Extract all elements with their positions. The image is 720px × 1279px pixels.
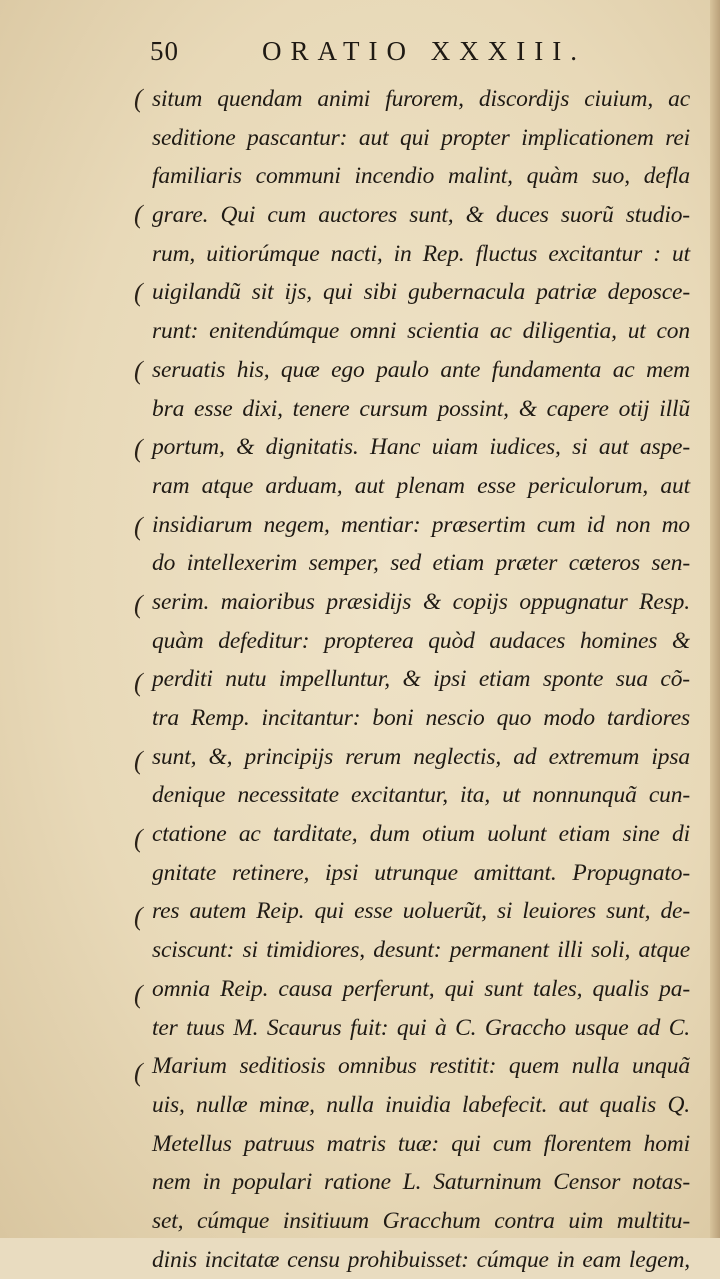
margin-mark: ( bbox=[134, 746, 143, 775]
text-line: serim. maioribus præsidijs & copijs oppugnatur Resp. bbox=[152, 588, 690, 615]
text-line: perditi nutu impelluntur, & ipsi etiam sponte sua cõ- bbox=[152, 666, 690, 693]
margin-mark: ( bbox=[134, 668, 143, 697]
margin-mark: ( bbox=[134, 278, 143, 307]
margin-mark: ( bbox=[134, 824, 143, 853]
text-line: ctatione ac tarditate, dum otium uolunt etiam sine di bbox=[152, 821, 690, 848]
text-line: nem in populari ratione L. Saturninum Censor notas- bbox=[152, 1169, 690, 1196]
text-line: Metellus patruus matris tuæ: qui cum florentem homi bbox=[152, 1130, 690, 1157]
text-line: portum, & dignitatis. Hanc uiam iudices, si aut aspe- bbox=[152, 434, 690, 461]
text-line: Marium seditiosis omnibus restitit: quem nulla unquã bbox=[152, 1053, 690, 1080]
margin-mark: ( bbox=[134, 980, 143, 1009]
text-line: dinis incitatæ censu prohibuisset: cúmque in eam legem, bbox=[152, 1246, 690, 1273]
text-line: insidiarum negem, mentiar: præsertim cum id non mo bbox=[152, 511, 690, 538]
text-line: sunt, &, principijs rerum neglectis, ad extremum ipsa bbox=[152, 743, 690, 770]
text-line: situm quendam animi furorem, discordijs ciuium, ac bbox=[152, 86, 690, 112]
page-header bbox=[150, 36, 670, 76]
page-edge bbox=[710, 0, 720, 1238]
running-title: ORATIO XXXIII. bbox=[262, 36, 586, 66]
margin-mark: ( bbox=[134, 200, 143, 229]
text-line: grare. Qui cum auctores sunt, & duces suorũ studio- bbox=[152, 202, 690, 229]
text-line: set, cúmque insitiuum Gracchum contra uim multitu- bbox=[152, 1207, 690, 1234]
page-number: 50 bbox=[150, 36, 179, 66]
text-line: res autem Reip. qui esse uoluerũt, si leuiores sunt, de- bbox=[152, 898, 690, 925]
text-line: seditione pascantur: aut qui propter implicationem rei bbox=[152, 124, 690, 151]
margin-mark: ( bbox=[134, 1058, 143, 1087]
text-line: runt: enitendúmque omni scientia ac diligentia, ut con bbox=[152, 318, 690, 345]
text-line: quàm defeditur: propterea quòd audaces homines & bbox=[152, 627, 690, 654]
text-line: ram atque arduam, aut plenam esse periculorum, aut bbox=[152, 472, 690, 499]
text-line: uis, nullæ minæ, nulla inuidia labefecit. aut qualis Q. bbox=[152, 1091, 690, 1118]
margin-mark: ( bbox=[134, 590, 143, 619]
text-line: familiaris communi incendio malint, quàm suo, defla bbox=[152, 163, 690, 190]
text-line: rum, uitiorúmque nacti, in Rep. fluctus excitantur : ut bbox=[152, 240, 690, 267]
text-line: do intellexerim semper, sed etiam præter cæteros sen- bbox=[152, 550, 690, 577]
margin-mark: ( bbox=[134, 434, 143, 463]
text-line: ter tuus M. Scaurus fuit: qui à C. Graccho usque ad C. bbox=[152, 1014, 690, 1041]
text-line: seruatis his, quæ ego paulo ante fundamenta ac mem bbox=[152, 356, 690, 383]
text-line: omnia Reip. causa perferunt, qui sunt tales, qualis pa- bbox=[152, 975, 690, 1002]
margin-mark: ( bbox=[134, 356, 143, 385]
margin-mark: ( bbox=[134, 512, 143, 541]
text-line: sciscunt: si timidiores, desunt: permanent illi soli, atque bbox=[152, 937, 690, 964]
margin-marks bbox=[128, 80, 148, 1087]
text-line: denique necessitate excitantur, ita, ut nonnunquã cun- bbox=[152, 782, 690, 809]
body-text bbox=[152, 80, 690, 1279]
text-line: gnitate retinere, ipsi utrunque amittant. Propugnato- bbox=[152, 859, 690, 886]
text-line: uigilandũ sit ijs, qui sibi gubernacula patriæ deposce- bbox=[152, 279, 690, 306]
margin-mark: ( bbox=[134, 902, 143, 931]
margin-mark: ( bbox=[134, 84, 143, 113]
text-line: tra Remp. incitantur: boni nescio quo modo tardiores bbox=[152, 705, 690, 731]
text-line: bra esse dixi, tenere cursum possint, & capere otij illũ bbox=[152, 395, 690, 422]
